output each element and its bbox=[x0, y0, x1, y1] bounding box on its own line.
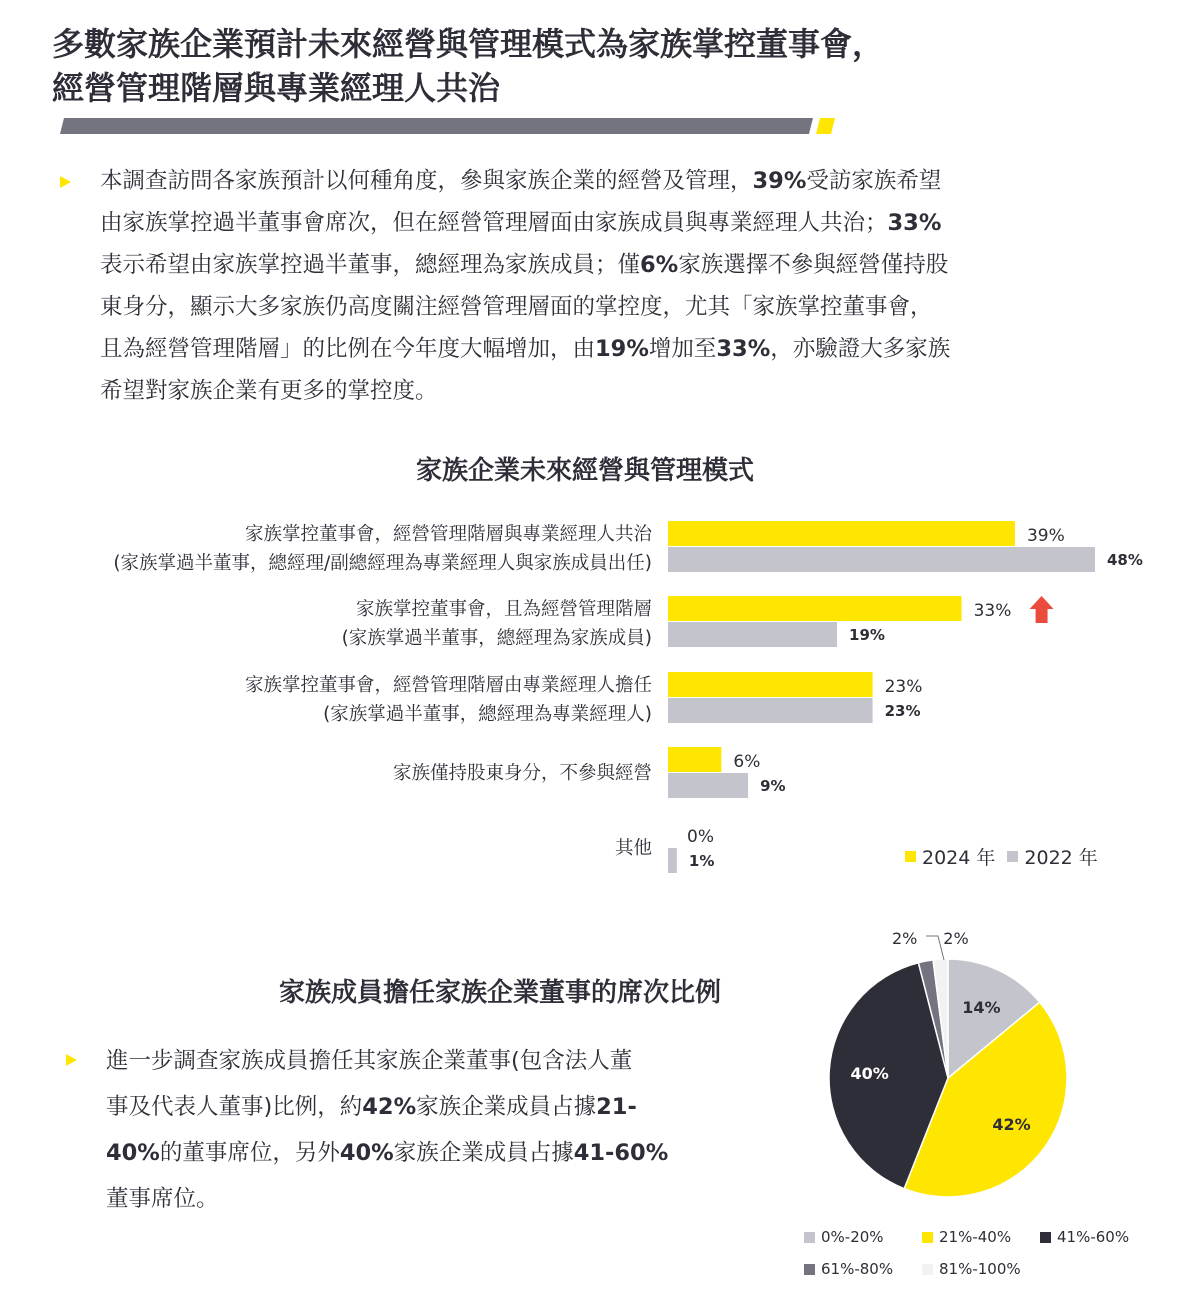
intro-line: 希望對家族企業有更多的掌控度。 bbox=[100, 378, 438, 404]
data-label: 9% bbox=[760, 777, 786, 795]
bar-chart bbox=[0, 500, 1200, 890]
intro-line: 本調查訪問各家族預計以何種角度，參與家族企業的經營及管理，39%受訪家族希望 bbox=[100, 168, 942, 194]
category-label: (家族掌過半董事，總經理為家族成員) bbox=[341, 628, 652, 649]
category-label: 其他 bbox=[614, 838, 652, 859]
category-label: 家族僅持股東身分，不參與經營 bbox=[392, 763, 652, 784]
legend-item-41-60: 41%-60% bbox=[1040, 1228, 1158, 1246]
pie-data-label: 40% bbox=[850, 1064, 889, 1084]
data-label: 33% bbox=[973, 601, 1012, 621]
bar-2022 bbox=[668, 848, 677, 873]
board-line: 事及代表人董事)比例，約42%家族企業成員占據21- bbox=[106, 1094, 637, 1120]
bar-2022 bbox=[668, 773, 748, 798]
pie-chart bbox=[780, 920, 1160, 1220]
pie-data-label: 14% bbox=[962, 997, 1001, 1017]
legend-swatch bbox=[922, 1232, 933, 1243]
legend-swatch bbox=[804, 1232, 815, 1243]
legend-item-61-80: 61%-80% bbox=[804, 1260, 922, 1278]
legend-swatch bbox=[922, 1264, 933, 1275]
bar-2024 bbox=[668, 672, 873, 697]
legend-item-81-100: 81%-100% bbox=[922, 1260, 1040, 1278]
legend-label: 2024 年 bbox=[922, 847, 996, 869]
bar-2022 bbox=[668, 547, 1095, 572]
bar-2022 bbox=[668, 698, 873, 723]
data-label: 39% bbox=[1026, 526, 1065, 546]
data-label: 23% bbox=[884, 702, 921, 720]
intro-line: 表示希望由家族掌控過半董事，總經理為家族成員；僅6%家族選擇不參與經營僅持股 bbox=[100, 252, 949, 278]
pie-data-label: 2% bbox=[892, 929, 918, 948]
intro-paragraph bbox=[100, 160, 1140, 412]
bar-2024 bbox=[668, 596, 962, 621]
data-label: 23% bbox=[884, 677, 923, 697]
intro-line: 且為經營管理階層」的比例在今年度大幅增加，由19%增加至33%，亦驗證大多家族 bbox=[100, 336, 951, 362]
data-label: 48% bbox=[1107, 551, 1143, 569]
page-title-line-2: 經營管理階層與專業經理人共治 bbox=[52, 69, 501, 107]
title-underline-bar bbox=[58, 118, 838, 134]
up-arrow-icon bbox=[1030, 596, 1054, 623]
bar-2024 bbox=[668, 747, 721, 772]
bar-chart-legend bbox=[905, 843, 1098, 870]
intro-line: 東身分，顯示大多家族仍高度關注經營管理層面的掌控度，尤其「家族掌控董事會， bbox=[100, 294, 933, 320]
bullet-icon bbox=[66, 1054, 77, 1066]
leader-line bbox=[926, 936, 944, 960]
category-label: 家族掌控董事會，經營管理階層與專業經理人共治 bbox=[244, 524, 652, 545]
page-title-line-1: 多數家族企業預計未來經營與管理模式為家族掌控董事會， bbox=[52, 25, 885, 63]
bullet-icon bbox=[60, 176, 71, 188]
legend-swatch bbox=[1040, 1232, 1051, 1243]
legend-item-2024 bbox=[905, 843, 995, 870]
page-title bbox=[52, 22, 1052, 110]
category-label: 家族掌控董事會，經營管理階層由專業經理人擔任 bbox=[244, 675, 652, 696]
legend-swatch-yellow bbox=[905, 851, 916, 862]
category-label: (家族掌過半董事，總經理為專業經理人) bbox=[323, 704, 652, 725]
legend-swatch-gray bbox=[1007, 851, 1018, 862]
data-label: 0% bbox=[687, 827, 714, 847]
data-label: 1% bbox=[688, 852, 715, 870]
bar-chart-title: 家族企業未來經營與管理模式 bbox=[415, 456, 754, 486]
legend-item-21-40: 21%-40% bbox=[922, 1228, 1040, 1246]
intro-line: 由家族掌控過半董事會席次，但在經營管理層面由家族成員與專業經理人共治；33% bbox=[100, 210, 942, 236]
pie-chart-title: 家族成員擔任家族企業董事的席次比例 bbox=[278, 978, 721, 1008]
pie-data-label: 42% bbox=[992, 1115, 1031, 1135]
board-seat-paragraph bbox=[106, 1038, 766, 1222]
pie-chart-legend bbox=[804, 1228, 1164, 1292]
legend-swatch bbox=[804, 1264, 815, 1275]
board-line: 董事席位。 bbox=[106, 1186, 219, 1212]
legend-item-0-20: 0%-20% bbox=[804, 1228, 922, 1246]
bar-2022 bbox=[668, 622, 837, 647]
data-label: 19% bbox=[849, 626, 885, 644]
bar-2024 bbox=[668, 521, 1015, 546]
data-label: 6% bbox=[733, 752, 761, 772]
pie-data-label: 2% bbox=[943, 929, 969, 948]
category-label: (家族掌過半董事，總經理/副總經理為專業經理人與家族成員出任) bbox=[113, 553, 652, 574]
legend-label: 2022 年 bbox=[1024, 847, 1098, 869]
category-label: 家族掌控董事會，且為經營管理階層 bbox=[355, 599, 652, 620]
legend-item-2022 bbox=[1007, 843, 1097, 870]
board-line: 進一步調查家族成員擔任其家族企業董事(包含法人董 bbox=[106, 1048, 633, 1074]
board-line: 40%的董事席位，另外40%家族企業成員占據41-60% bbox=[106, 1140, 669, 1166]
